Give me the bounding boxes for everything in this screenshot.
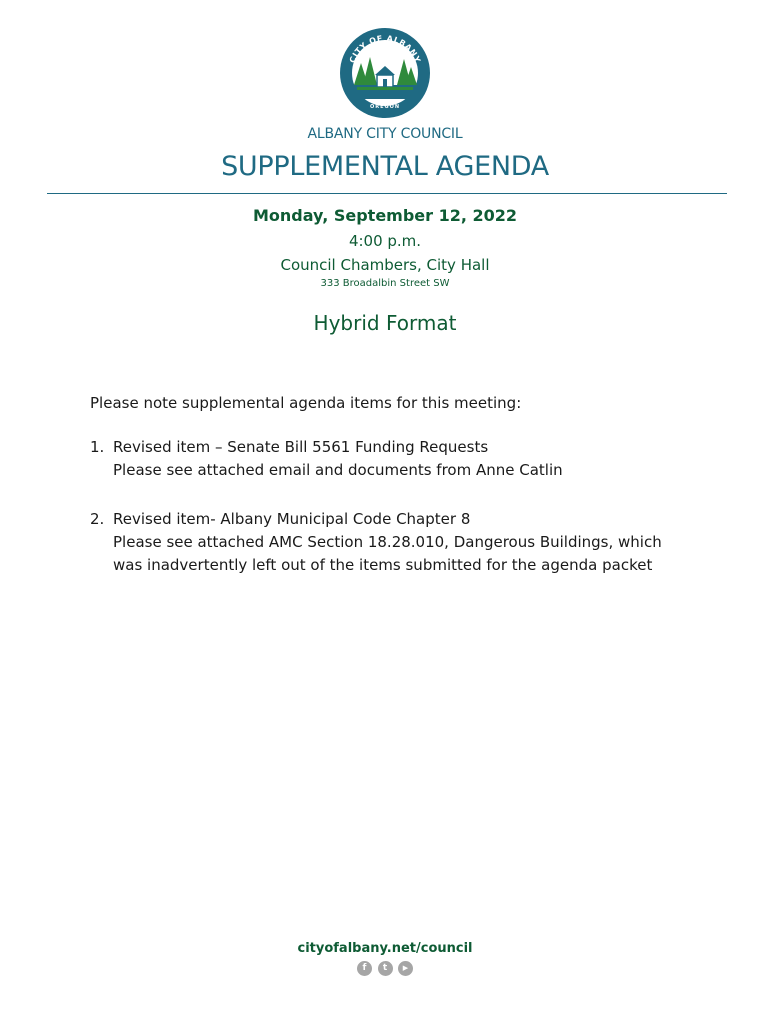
twitter-icon[interactable]: t bbox=[378, 961, 393, 976]
agenda-item bbox=[90, 436, 690, 482]
svg-text:CITY OF ALBANY: CITY OF ALBANY bbox=[347, 33, 423, 65]
youtube-icon[interactable]: ▶ bbox=[398, 961, 413, 976]
meeting-date: Monday, September 12, 2022 bbox=[252, 206, 518, 225]
council-website-link[interactable]: cityofalbany.net/council bbox=[297, 941, 473, 956]
agenda-item-note: Please see attached email and documents from Anne Catlin bbox=[113, 461, 563, 479]
social-links bbox=[357, 961, 413, 977]
meeting-format: Hybrid Format bbox=[313, 311, 457, 335]
city-seal-icon bbox=[339, 27, 431, 119]
organization-name: ALBANY CITY COUNCIL bbox=[307, 126, 463, 142]
agenda-item-note: Please see attached AMC Section 18.28.010, Dangerous Buildings, which bbox=[113, 533, 662, 551]
agenda-item-number: 1. bbox=[90, 438, 105, 456]
agenda-intro: Please note supplemental agenda items for this meeting: bbox=[90, 394, 522, 412]
agenda-item-number: 2. bbox=[90, 510, 105, 528]
facebook-icon[interactable]: f bbox=[357, 961, 372, 976]
svg-text:OREGON: OREGON bbox=[369, 104, 401, 110]
meeting-time: 4:00 p.m. bbox=[348, 232, 422, 250]
agenda-item bbox=[90, 508, 690, 577]
agenda-item-note: was inadvertently left out of the items submitted for the agenda packet bbox=[113, 556, 653, 574]
header-divider bbox=[47, 193, 727, 194]
agenda-item-title: Revised item – Senate Bill 5561 Funding Requests bbox=[113, 438, 489, 456]
meeting-location: Council Chambers, City Hall bbox=[280, 256, 490, 274]
document-title: SUPPLEMENTAL AGENDA bbox=[221, 151, 549, 182]
agenda-item-title: Revised item- Albany Municipal Code Chapter 8 bbox=[113, 510, 471, 528]
meeting-address: 333 Broadalbin Street SW bbox=[320, 278, 450, 289]
